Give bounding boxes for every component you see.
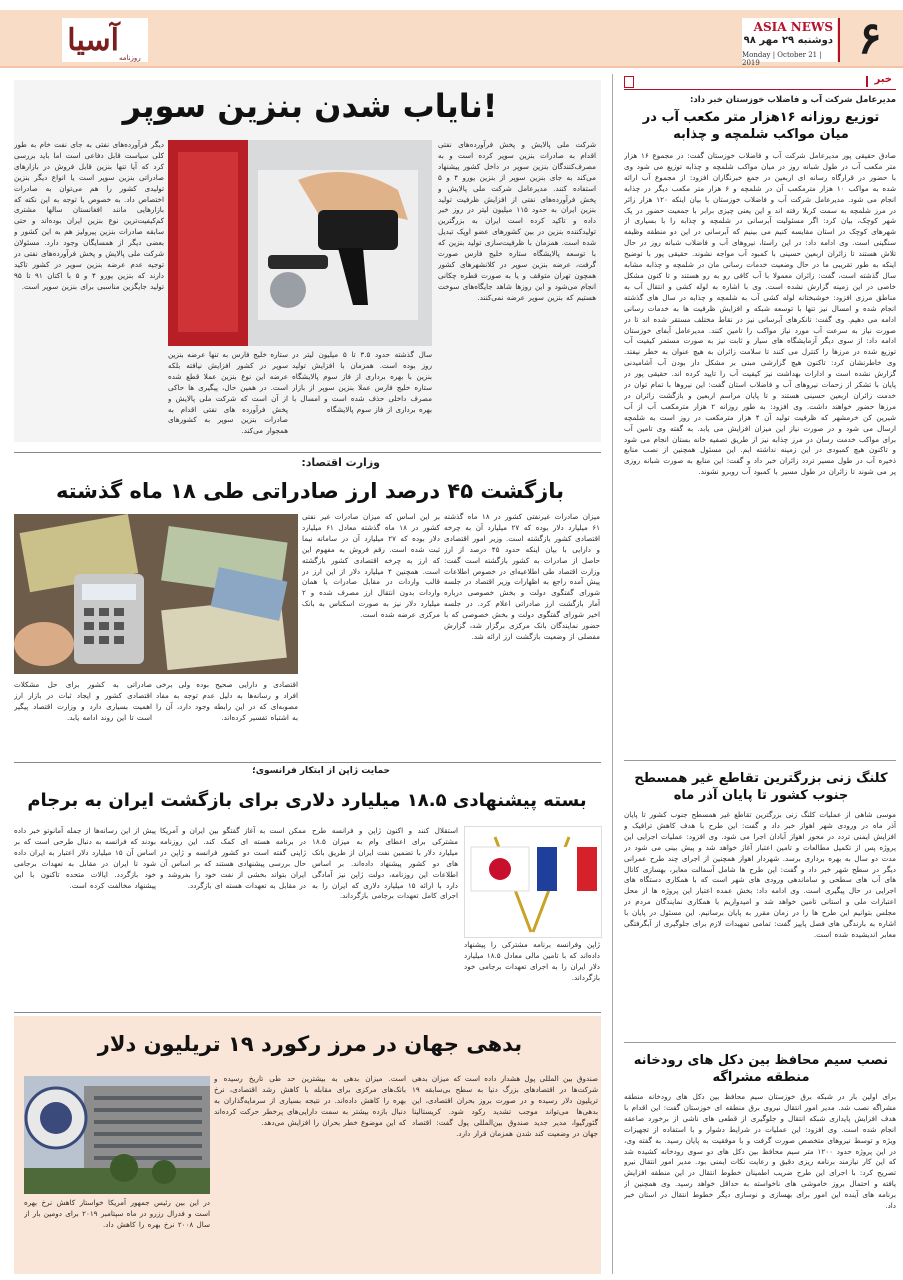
story1-body: صادق حقیقی پور مدیرعامل شرکت آب و فاضلاب خوزستان گفت: در مجموع ۱۶ هزار متر مکعب آب در طول شبانه روز در میان مواکب شلمچه و چذابه توزیع می شود وی با حضور در قرارگاه رسانه ای اربعین در جمع خبرنگاران افزود: از مجموع آب ارائه شده به مواکب ۱۰ هزار مترمکعب آن در شلمچه و ۶ هزار متر مکعب دیگر در چذابه انجام می شود. مدیرعامل شرکت آب و فاضلاب خوزستان با بیان اینکه ۱۲۰ هزار زائر در مرز شلمچه به سمت کربلا رفته اند و این یعنی چیزی برابر با جمعیت حضور در یک شهر کوچک، بیان کرد: اگر مسئولیت آبرسانی در شلمچه و چذابه را با بسیاری از شهرهای کوچک در استان مقایسه کنیم می بینیم که آبرسانی در این دو منطقه وظیفه سنگینی است. وی ادامه داد: در این راستا، نیروهای آب و فاضلاب شبانه روز در حال تلاش هستند تا زائران اربعین حسینی با کمبود آب مواجه نشوند. حقیقی پور با توضیح اینکه به طور تقریبی ما در حال وضعیت خدمات رسانی مان در شلمچه و چذابه مشابه سال گذشته است، گفت: زائران معمولا با آب کافی رو به رو هستند و تا کنون مشکل خاصی در این زمینه گزارش نشده است. وی با اشاره به لوله کشی و انتقال آب به مناطق مرزی افزود: خوشبختانه لوله کشی آب به شلمچه و چذابه در سال های گذشته انجام شده و امسال نیز تنها با توسعه شبکه و افزایش ظرفیت ها به خدمات رسانی ادامه می دهیم. وی گفت: تانکرهای آبرسانی نیز در نقاط مختلف مستقر شده اند تا در صورت نیاز به سرعت آب مورد نیاز مواکب را تامین کنند. مدیرعامل آبفای خوزستان ادامه داد: از سوی دیگر آزمایشگاه های سیار و ثابت نیز به صورت مستمر کیفیت آب توزیع شده در مرزها را کنترل می کنند تا سلامت زائران به هیچ عنوان به خطر نیفتد. وی خاطرنشان کرد: تاکنون هیچ گزارشی مبنی بر مشکل دار بودن آب آشامیدنی گزارش نشده است و ادارات بهداشت نیز کیفیت آب را تایید کرده اند. حقیقی پور در پایان با تشکر از زحمات نیروهای آب و فاضلاب استان گفت: این نیروها با تمام توان در خدمت زائران اربعین حسینی هستند و تا پایان مراسم اربعین و بازگشت زائران در مرزها حضور خواهند داشت. وی افزود: به طور روزانه ۲ هزار مترمکعب آب از آب شیرین کن خرمشهر که ظرفیت تولید آن ۴ هزار مترمکعب در روز است به شلمچه ارسال می شود و در صورت نیاز این میزان افزایش می یابد. به گفته وی تامین آب برای مواکب خدمت رسان در مرز چذابه نیز از طریق تصفیه خانه بستان انجام می شود و تاکنون هیچ کمبودی در این زمینه نداشته ایم. این مسئول همچنین از نصب منابع ذخیره آب در طول مسیر تردد زائران خبر داد و گفت: این منابع به صورت شبانه روزی پر می شوند تا زائران در طول مسیر با کمبود آب روبرو نشوند. xyxy=(624,151,896,477)
sidebar-separator-2 xyxy=(624,1042,896,1043)
sidebar-separator-1 xyxy=(624,760,896,761)
logo-text: آسیا xyxy=(67,22,119,58)
column-rule xyxy=(612,74,613,1274)
article3-kicker: حمایت ژاپن از ابتکار فرانسوی؛ xyxy=(252,766,390,776)
article4-col2: است. میزان بدهی به بیشترین حد طی تاریخ رسیده و بانک‌های مرکزی برای مقابله با کاهش رشد اقتصادی، نرخ بهره را کاهش داده‌اند. در نتیجه بسیاری از سرمایه‌گذاران به دنبال بازده بیشتر به سمت دارایی‌های پرخطر حرکت کرده‌اند که این موضوع خطر بحران را افزایش می‌دهد. xyxy=(214,1074,406,1127)
article2-col2: بر این اساس که میزان صادرات غیر نفتی کشور در ۱۸ ماه گذشته معادل ۶۱ میلیارد دلار بوده که ۲۷ میلیارد آن در سامانه نیما ثبت شده است. رقم فروش به مفهوم این که ارز به چرخه اقتصادی کشور بازگشته است. همچنین ۴ میلیارد دلار از این ارز در قالب واردات در مقابل صادرات یا همان واردات بدون انتقال ارز مصرف شده و ۲ میلیارد دلار نیز به صورت اسکناس به بانک مرکزی عرضه شده است. xyxy=(302,512,440,620)
article3-caption: ژاپن وفرانسه برنامه مشترکی را پیشنهاد داده‌اند که با تامین مالی معادل ۱۸.۵ میلیارد دلار ایران را به اجرای تعهدات برجامی خود بازگرداند. xyxy=(464,940,600,982)
article4-col1: صندوق بین المللی پول هشدار داده است که میزان بدهی شرکت‌ها در اقتصادهای بزرگ دنیا به سطح بی‌سابقه ۱۹ تریلیون دلار رسیده و در صورت بروز بحران اقتصادی، این بدهی‌ها می‌تواند موجب تشدید رکود شود. کریستالینا گئورگیوا، مدیر جدید صندوق بین‌المللی پول گفت: اقتصاد جهان در وضعیت کند شدن همزمان قرار دارد. xyxy=(412,1074,598,1138)
article2-kicker: وزارت اقتصاد: xyxy=(301,456,380,469)
article4-title: بدهی جهان در مرز رکورد ۱۹ تریلیون دلار xyxy=(97,1032,523,1056)
logo-subtitle: روزنامه xyxy=(118,54,141,62)
article2-col1: میزان صادرات غیرنفتی کشور در ۱۸ ماه گذشته ۶۱ میلیارد دلار بوده که ۲۷ میلیارد آن به چرخه اقتصادی کشور بازگشته است. وزیر امور اقتصادی و دارایی با بیان اینکه حدود ۴۵ درصد از ارز حاصل از صادرات به کشور بازگشته است گفت: وزارت اقتصاد طی اطلاعیه‌ای در خصوص اطلاعات پیش آمده راجع به اظهارات وزیر اقتصاد در جلسه شورای گفتگوی دولت و بخش خصوصی درباره آمار بازگشت ارز صادراتی اعلام کرد. در جلسه اخیر شورای گفتگوی دولت و بخش خصوصی که با حضور نمایندگان بانک مرکزی برگزار شد، گزارش مفصلی از وضعیت بازگشت ارز ارائه شد. xyxy=(444,512,600,641)
section-bar xyxy=(624,74,896,90)
article-divider-2 xyxy=(14,762,601,763)
article1-caption-col2: ستاره خلیج فارس به تنها عرضه بنزین سوپر در کشور افزایش نیافته بلکه عرضه این نوع بنزین عملا قطع شده است. در همین حال، پیگیری ها حاکی از آن است که شرکت ملی پالایش و پخش فرآورده های نفتی اقدام به صادرات بنزین سوپر به کشورهای همجوار می‌کند. xyxy=(168,350,288,436)
story3-title: نصب سیم محافظ بین دکل های رودخانه منطقه مشراگه xyxy=(633,1053,889,1085)
publication-name: ASIA NEWS xyxy=(753,20,833,34)
date-persian: دوشنبه ۲۹ مهر ۹۸ xyxy=(743,35,833,46)
article-divider-1 xyxy=(14,452,601,453)
article-divider-3 xyxy=(14,1012,601,1013)
japan-france-flags-illustration xyxy=(465,827,601,937)
story1-kicker: مدیرعامل شرکت آب و فاضلاب خوزستان خبر داد: xyxy=(689,95,896,105)
article2-title: بازگشت ۴۵ درصد ارز صادراتی طی ۱۸ ماه گذشته xyxy=(55,479,565,503)
section-accent xyxy=(866,76,868,87)
story1-title: توزیع روزانه ۱۶هزار متر مکعب آب در میان مواکب شلمچه و چذابه xyxy=(642,110,880,142)
fuel-nozzle-illustration xyxy=(168,140,432,346)
imf-building-illustration xyxy=(24,1076,210,1194)
article1-col2: دیگر فرآورده‌های نفتی به جای نفت خام به طور کلی سیاست قابل دفاعی است اما باید بررسی کرد که آیا تنها بنزین قابل فروش در بازارهای صادراتی بنزین سوپر است یا انواع دیگر بنزین تولیدی کشور را هم می‌توان به صادرات اختصاص داد. به خصوص با توجه به این نکته که بازارهایی مانند افغانستان سالها مشتری کم‌کیفیت‌ترین نوع بنزین ایران بوده‌اند و حتی سابقه صادرات بنزین پیرولیز هم به این کشور و بعضی دیگر از همسایگان وجود دارد. مسئولان شرکت ملی پالایش و پخش فرآورده‌های نفتی در توجیه عدم عرضه بنزین سوپر در کشور تاکید دارند که بنزین یورو ۴ و ۵ با اکتان ۹۱ تا ۹۵ تولید جایگزین مناسبی برای بنزین سوپر است. xyxy=(14,140,164,291)
section-label: خبر xyxy=(874,74,892,85)
article2-col4: صادراتی به کشور برای حل مشکلات اقتصادی کشور و ایجاد ثبات در بازار ارز اهمیت بسیاری دارد و وزارت اقتصاد پیگیر است تا این روند ادامه یابد. xyxy=(14,680,152,722)
article3-col1: استقلال کنند و اکنون ژاپن و فرانسه طرح مشترکی برای اعطای وام به میزان ۱۸.۵ میلیارد دلار با تضمین نفت ایران از طریق بانک های دو کشور پیشنهاد داده‌اند. بر اساس اطلاعات این روزنامه، دولت ژاپن نیز آمادگی دارد با ارائه ۱۵ میلیارد دلاری که ایران را به اجرای کامل تعهدات برجامی بازگرداند. xyxy=(312,826,458,901)
imf-building-photo xyxy=(24,1076,210,1194)
flags-photo xyxy=(464,826,602,938)
article1-caption-col: سال گذشته حدود ۳.۵ تا ۵ میلیون لیتر در روز بوده است. همزمان با افزایش تولید بنزین با بهره برداری از فاز سوم پالایشگاه ستاره خلیج فارس عملا بنزین سوپر از بازار مصرف داخلی حذف شده است و امسال با بهره برداری از فاز سوم پالایشگاه xyxy=(292,350,432,414)
page-number: ۶ xyxy=(858,13,882,64)
header-divider xyxy=(838,18,840,62)
story2-title: کلنگ زنی بزرگترین تقاطع غیر همسطح جنوب کشور تا پایان آذر ماه xyxy=(634,771,888,803)
article3-col2: ممکن است به آغاز گفتگو بین ایران و آمریکا در برنامه هسته ای کمک کند. این روزنامه ژاپنی گفته است دو کشور فرانسه و ژاپن در حال بررسی پیشنهادی هستند که بر اساس آن ایران بتواند بخشی از نفت خود را بفروشد و در مقابل به تعهدات هسته ای بازگردد. xyxy=(160,826,306,890)
article3-col3: پیش از این رسانه‌ها از جمله آمانوتو خبر داده بودند که فرانسه به دنبال طرحی است که بر اساس آن ۱۵ میلیارد دلار اعتبار به ایران داده شود تا ایران در مقابل به تعهدات برجامی خود بازگردد. ایالات متحده تاکنون با این پیشنهاد مخالفت کرده است. xyxy=(14,826,156,890)
fuel-nozzle-photo xyxy=(168,140,432,346)
logo xyxy=(62,18,148,62)
article3-title: بسته پیشنهادی ۱۸.۵ میلیارد دلاری برای بازگشت ایران به برجام xyxy=(27,790,587,811)
currency-illustration xyxy=(14,514,298,674)
publication-info xyxy=(742,18,837,67)
article1-title: نایاب شدن بنزین سوپر! xyxy=(122,87,498,125)
article1-col1: شرکت ملی پالایش و پخش فرآورده‌های نفتی اقدام به صادرات بنزین سوپر کرده است و به مصرف‌کنندگان بنزین سوپر در داخل کشور پیشنهاد می‌کند به جای بنزین سوپر از بنزین یورو ۴ و ۵ استفاده کنند. مدیرعامل شرکت ملی پالایش و پخش فرآورده‌های نفتی از افزایش ظرفیت تولید بنزین ایران به حدود ۱۱۵ میلیون لیتر در روز خبر داده و تاکید کرده است ایران به بزرگترین تولیدکننده بنزین در بین کشورهای عضو اوپک تبدیل شده است. همزمان با ظرفیت‌سازی تولید بنزین که با توسعه پالایشگاه ستاره خلیج فارس صورت گرفت، عرضه بنزین سوپر در کلانشهرهای کشور همچون تهران متوقف و یا به صورت قطره چکانی انجام می‌شود و این روزها شاهد جایگاه‌های سوخت هستیم که بنزین سوپر عرضه نمی‌کنند. xyxy=(438,140,596,302)
currency-photo xyxy=(14,514,298,674)
article4-caption: در این بین رئیس جمهور آمریکا خواستار کاهش نرخ بهره است و فدرال رزرو در ماه سپتامبر ۲۰۱۹ برای دومین بار از سال ۲۰۰۸ نرخ بهره را کاهش داد. xyxy=(24,1198,210,1229)
article2-col3: اقتصادی و دارایی صحیح بوده ولی برخی افراد و رسانه‌ها به دلیل عدم توجه به مفاد مصوبه‌ای که در این رابطه وجود دارد، آن را به اشتباه تفسیر کرده‌اند. xyxy=(156,680,298,722)
date-english: Monday | October 21 | 2019 xyxy=(742,51,822,67)
story2-body: موسی شاهی از عملیات کلنگ زنی بزرگترین تقاطع غیر همسطح جنوب کشور تا پایان آذر ماه در ورودی شهر اهواز خبر داد و گفت: این طرح با هدف کاهش ترافیک و افزایش ایمنی تردد در محور اهواز آبادان اجرا می شود. وی افزود: عملیات اجرایی این پروژه پس از تکمیل مطالعات و تامین اعتبار آغاز خواهد شد و پیش بینی می شود در مدت دو سال به بهره برداری برسد. شهردار اهواز همچنین از اجرای چند طرح عمرانی دیگر در سطح شهر خبر داد و گفت: این طرح ها شامل آسفالت معابر، بهسازی کانال های آب های سطحی و ساماندهی ورودی های شهر است که با همکاری دستگاه های اجرایی در حال پیگیری است. وی ادامه داد: بخش عمده اعتبار این پروژه ها از محل اعتبارات ملی و استانی تامین خواهد شد و امیدواریم با همکاری نمایندگان مردم در مجلس بتوانیم این طرح ها را در زمان مقرر به پایان برسانیم. این مسئول در پایان با اشاره به بارندگی های فصل پاییز گفت: تمامی تمهیدات لازم برای جلوگیری از آبگرفتگی معابر اندیشیده شده است. xyxy=(624,810,896,939)
section-marker xyxy=(624,76,634,88)
story3-body: برای اولین بار در شبکه برق خوزستان سیم محافظ بین دکل های رودخانه منطقه مشراگه نصب شد. مدیر امور انتقال نیروی برق منطقه ای خوزستان گفت: این اقدام با هدف افزایش پایداری شبکه انتقال و جلوگیری از قطعی های ناشی از برخورد صاعقه انجام شده است. وی افزود: این عملیات در شرایط دشوار و با استفاده از تجهیزات ویژه و توسط نیروهای متخصص صورت گرفت و با موفقیت به پایان رسید. به گفته وی، در این پروژه حدود ۱۲۰۰ متر سیم محافظ بین دکل های دو سوی رودخانه کشیده شد که این کار نیازمند برنامه ریزی دقیق و رعایت نکات ایمنی بود. مدیر امور انتقال نیرو تصریح کرد: با اجرای این طرح ضریب اطمینان خطوط انتقال در این منطقه افزایش یافته و احتمال بروز خاموشی های ناخواسته به حداقل خواهد رسید. وی همچنین از برنامه های آینده این امور برای بهسازی و نوسازی دیگر خطوط انتقال در استان خبر داد. xyxy=(624,1092,896,1211)
